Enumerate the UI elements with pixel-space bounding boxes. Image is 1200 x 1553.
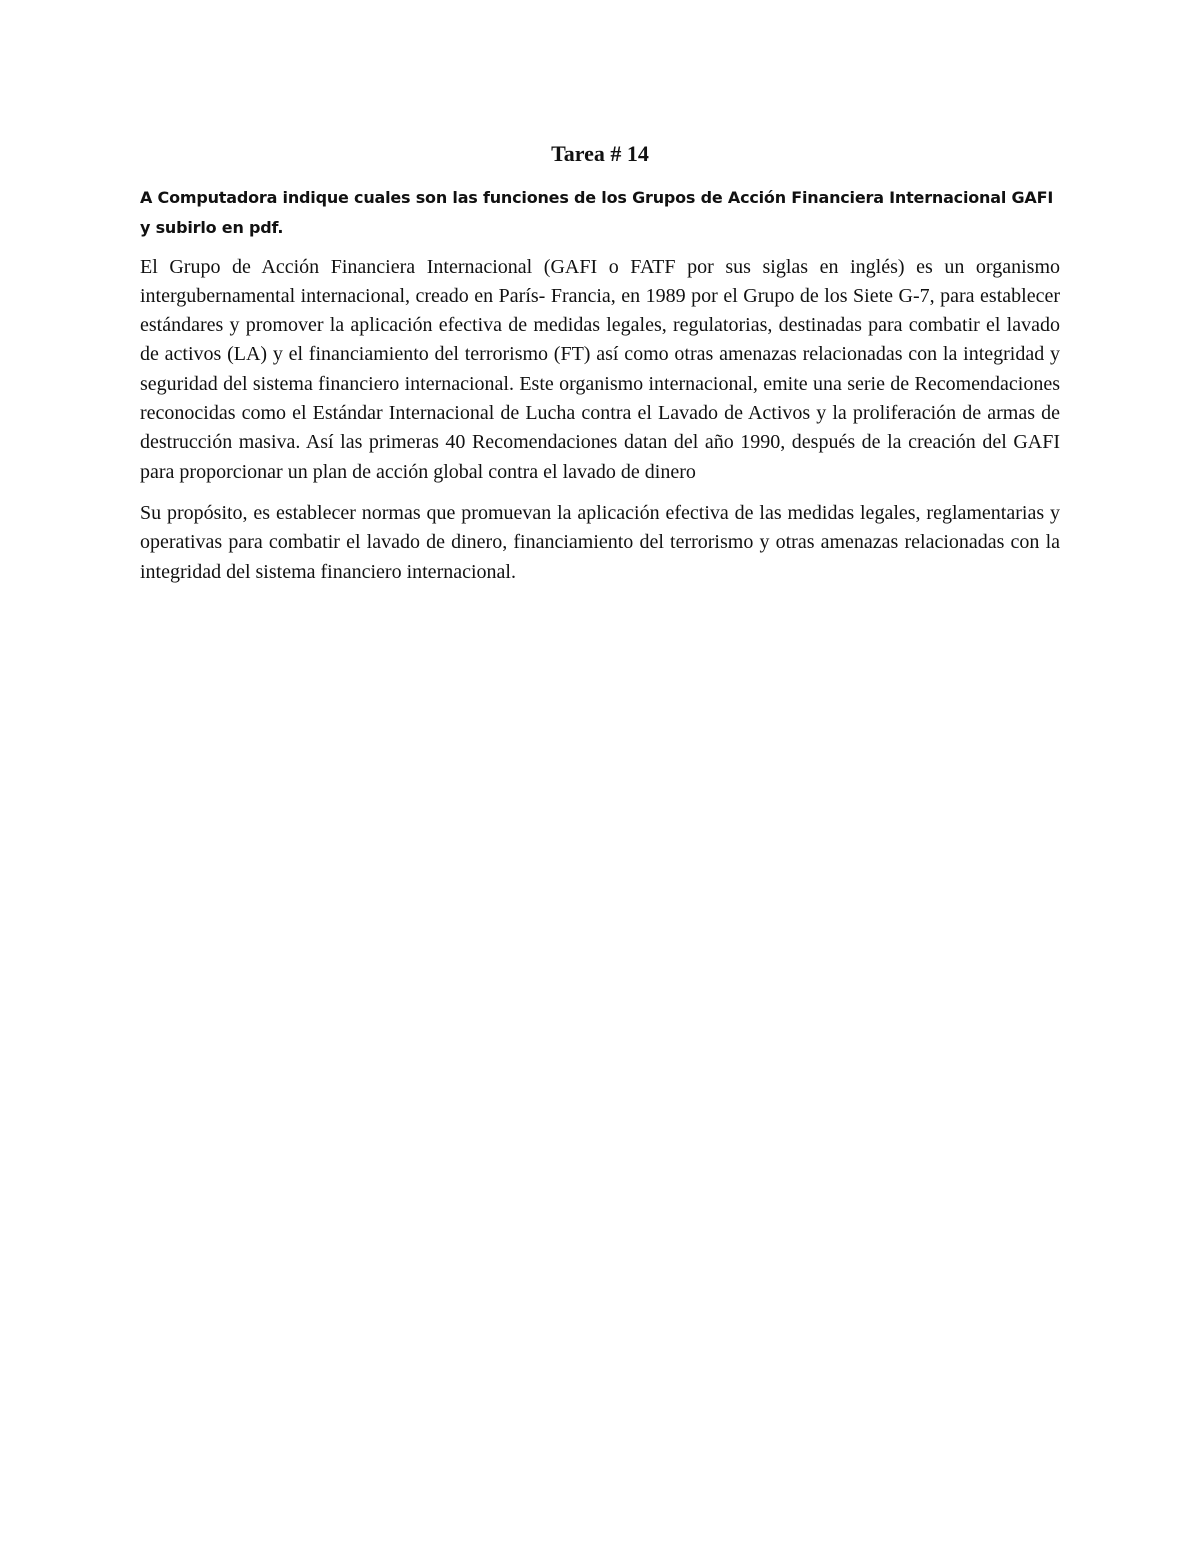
page-title: Tarea # 14 (551, 141, 649, 166)
assignment-prompt: A Computadora indique cuales son las funciones de los Grupos de Acción Financiera Internacional GAFI y subirlo en pdf. (140, 187, 1054, 237)
body-paragraph-2: Su propósito, es establecer normas que promuevan la aplicación efectiva de las medidas legales, reglamentarias y operativas para combatir el lavado de dinero, financiamiento del terrorismo y otras amenazas relacionadas con la integridad del sistema financiero internacional. (140, 501, 1060, 583)
document-content (140, 140, 1060, 599)
body-paragraph-1: El Grupo de Acción Financiera Internacional (GAFI o FATF por sus siglas en inglés) es un organismo intergubernamental internacional, creado en París- Francia, en 1989 por el Grupo de los Siete G-7, para establecer estándares y promover la aplicación efectiva de medidas legales, regulatorias, destinadas para combatir el lavado de activos (LA) y el financiamiento del terrorismo (FT) así como otras amenazas relacionadas con la integridad y seguridad del sistema financiero internacional. Este organismo internacional, emite una serie de Recomendaciones reconocidas como el Estándar Internacional de Lucha contra el Lavado de Activos y la proliferación de armas de destrucción masiva. Así las primeras 40 Recomendaciones datan del año 1990, después de la creación del GAFI para proporcionar un plan de acción global contra el lavado de dinero (140, 255, 1060, 483)
